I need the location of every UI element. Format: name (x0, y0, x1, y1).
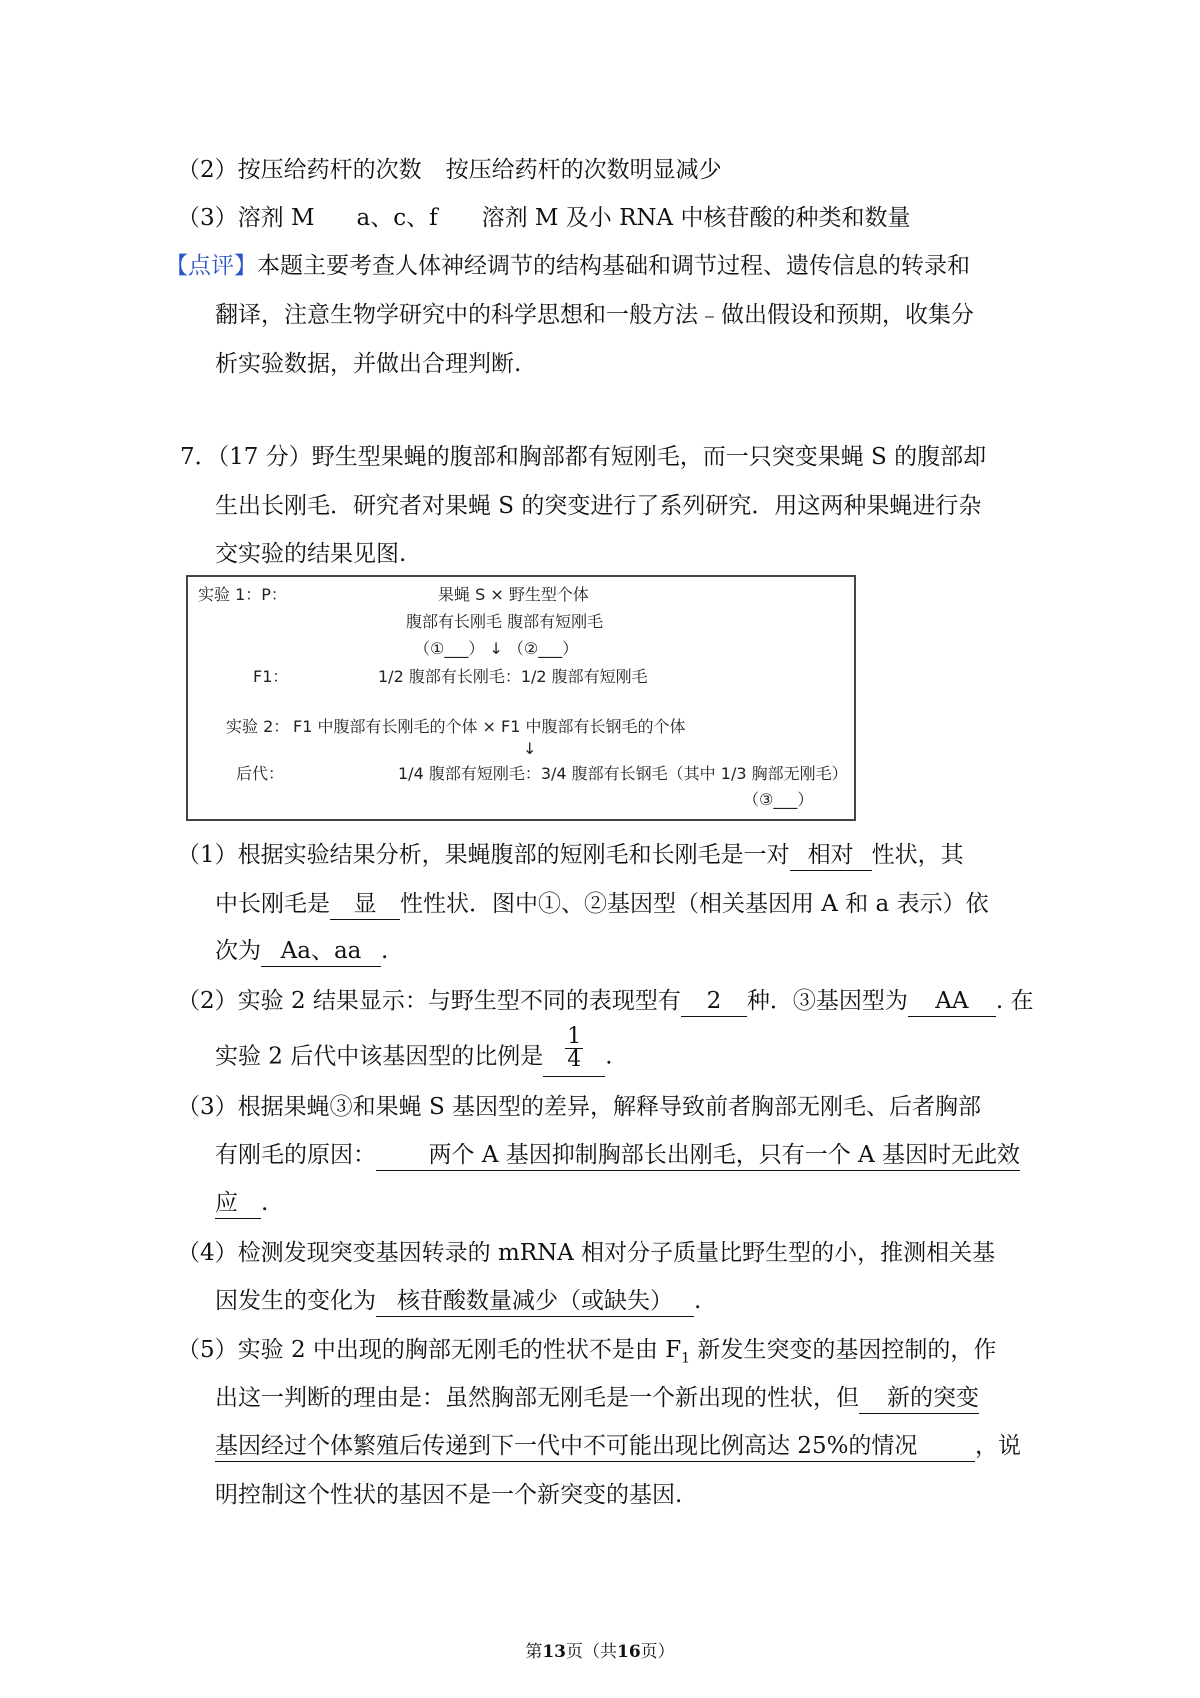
a5-line-3: 基因经过个体繁殖后传递到下一代中不可能出现比例高达 25%的情况 ，说 (215, 1429, 1021, 1463)
exp1-label: 实验 1：P： (198, 585, 287, 604)
exp1-cross: 果蝇 S × 野生型个体 (438, 585, 589, 604)
a2-fraction-blank (543, 1026, 605, 1077)
a1-blank-3: Aa、aa (261, 936, 381, 967)
answer-3-line: （3）溶剂 M a、c、f 溶剂 M 及小 RNA 中核苷酸的种类和数量 (177, 205, 911, 231)
offspring-label: 后代： (236, 764, 285, 783)
a5-line-4: 明控制这个性状的基因不是一个新突变的基因. (215, 1482, 683, 1508)
exp2-arrow: ↓ (523, 739, 537, 758)
comment-line-3: 析实验数据，并做出合理判断. (215, 351, 522, 377)
q7-stem-line-2: 生出长刚毛．研究者对果蝇 S 的突变进行了系列研究．用这两种果蝇进行杂 (215, 493, 982, 519)
a1-line-1: （1）根据实验结果分析，果蝇腹部的短刚毛和长刚毛是一对 相对 性状，其 (177, 838, 964, 872)
a3-line-3: 应 . (215, 1186, 268, 1220)
a1-blank-2: 显 (330, 889, 400, 920)
exp1-marks: （①___） ↓ （②___） (414, 639, 579, 658)
comment-line-1: 【点评】本题主要考查人体神经调节的结构基础和调节过程、遗传信息的转录和 (165, 253, 970, 279)
exp1-phenotypes: 腹部有长刚毛 腹部有短刚毛 (406, 612, 604, 631)
a4-blank: 核苷酸数量减少（或缺失） (376, 1286, 694, 1317)
offspring-result: 1/4 腹部有短刚毛：3/4 腹部有长钢毛（其中 1/3 胸部无刚毛） (398, 764, 848, 783)
a1-line-2: 中长刚毛是 显 性性状．图中①、②基因型（相关基因用 A 和 a 表示）依 (215, 887, 989, 921)
page-total: 16 (617, 1642, 641, 1662)
comment-line-2: 翻译，注意生物学研究中的科学思想和一般方法﹣做出假设和预期，收集分 (215, 302, 974, 328)
a3-line-2: 有刚毛的原因： 两个 A 基因抑制胸部长出刚毛，只有一个 A 基因时无此效 (215, 1138, 1020, 1172)
exp2-label: 实验 2： (226, 717, 290, 736)
a5-blank-1: 新的突变 (859, 1383, 979, 1414)
page-number: 13 (542, 1642, 566, 1662)
a2-blank-1: 2 (681, 986, 747, 1017)
experiment-figure (186, 575, 856, 821)
a5-blank-2: 基因经过个体繁殖后传递到下一代中不可能出现比例高达 25%的情况 (215, 1431, 975, 1462)
mark-3: （③___） (743, 790, 814, 809)
a3-line-1: （3）根据果蝇③和果蝇 S 基因型的差异，解释导致前者胸部无刚毛、后者胸部 (177, 1094, 982, 1120)
a2-blank-2: AA (908, 986, 996, 1017)
a1-blank-1: 相对 (790, 840, 872, 871)
q7-stem-line-3: 交实验的结果见图. (215, 541, 407, 567)
a2-line-1: （2）实验 2 结果显示：与野生型不同的表现型有 2 种．③基因型为 AA . 在 (177, 984, 1034, 1018)
page-footer: 第13页（共16页） (525, 1642, 675, 1662)
a5-line-1: （5）实验 2 中出现的胸部无刚毛的性状不是由 $F_1$ 新发生突变的基因控制的，作 (177, 1337, 997, 1367)
a3-blank-2: 应 (215, 1188, 261, 1219)
answer-2-line: （2）按压给药杆的次数 按压给药杆的次数明显减少 (177, 157, 722, 183)
a3-blank-1: 两个 A 基因抑制胸部长出刚毛，只有一个 A 基因时无此效 (376, 1140, 1020, 1171)
a5-line-2: 出这一判断的理由是：虽然胸部无刚毛是一个新出现的性状，但 新的突变 (215, 1381, 979, 1415)
a2-line-2: 实验 2 后代中该基因型的比例是 $\frac{1}{4}$ . (215, 1032, 613, 1083)
a2-fraction: $\frac{1}{4}$ (567, 1024, 582, 1072)
f1-result: 1/2 腹部有长刚毛：1/2 腹部有短刚毛 (378, 667, 648, 686)
a4-line-1: （4）检测发现突变基因转录的 mRNA 相对分子质量比野生型的小，推测相关基 (177, 1240, 996, 1266)
exp2-cross: F1 中腹部有长刚毛的个体 × F1 中腹部有长钢毛的个体 (293, 717, 686, 736)
f1-label: F1： (253, 667, 289, 686)
a1-line-3: 次为 Aa、aa . (215, 934, 388, 968)
q7-stem-line-1: 7．（17 分）野生型果蝇的腹部和胸部都有短刚毛，而一只突变果蝇 S 的腹部却 (180, 444, 987, 470)
a4-line-2: 因发生的变化为 核苷酸数量减少（或缺失） . (215, 1284, 701, 1318)
comment-tag: 【点评】 (165, 253, 257, 279)
